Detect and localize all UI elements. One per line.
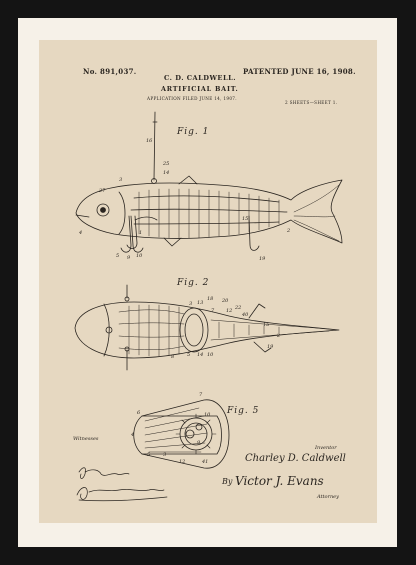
patent-date: PATENTED JUNE 16, 1908. <box>243 67 356 76</box>
attorney-label: Attorney <box>317 494 339 500</box>
ref-label: 19 <box>259 256 266 262</box>
ref-label: 3 <box>163 452 167 458</box>
ref-label: 2 <box>277 333 281 339</box>
inventor-label: Inventor <box>315 445 337 451</box>
ref-label: 5 <box>187 352 191 358</box>
ref-label: 20 <box>222 298 229 304</box>
inventor-name-heading: C. D. CALDWELL. <box>164 74 237 82</box>
ref-label: 27 <box>99 188 106 194</box>
ref-label: 12 <box>179 459 186 465</box>
ref-label: 3 <box>119 177 123 183</box>
ref-label: 5 <box>147 452 151 458</box>
ref-label: 14 <box>197 352 204 358</box>
ref-label: 15 <box>242 216 249 222</box>
ref-label: 6 <box>137 410 141 416</box>
witness-signatures <box>77 468 167 501</box>
ref-label: 22 <box>235 305 242 311</box>
sheet-count: 2 SHEETS—SHEET 1. <box>285 100 338 105</box>
ref-label: 12 <box>226 308 233 314</box>
ref-label: 25 <box>163 161 170 167</box>
ref-label: 18 <box>207 296 214 302</box>
ref-label: 4 <box>131 432 135 438</box>
ref-label: 15 <box>263 322 270 328</box>
patent-drawing-sheet <box>39 40 377 523</box>
ref-label: 41 <box>202 459 209 465</box>
ref-label: 13 <box>197 300 204 306</box>
ref-label: 7 <box>199 392 203 398</box>
ref-label: 10 <box>136 253 143 259</box>
witnesses-label: Witnesses <box>73 436 99 442</box>
figure-1-caption: Fig. 1 <box>177 127 210 137</box>
ref-label: 10 <box>207 352 214 358</box>
ref-label: 7 <box>211 308 215 314</box>
ref-label: 16 <box>146 138 153 144</box>
ref-label: 2 <box>287 228 291 234</box>
patent-title: ARTIFICIAL BAIT. <box>161 85 239 93</box>
ref-label: 9 <box>127 255 131 261</box>
ref-label: 4 <box>79 230 83 236</box>
ref-label: 3 <box>189 301 193 307</box>
ref-label: 40 <box>242 312 249 318</box>
ref-label: 9 <box>197 440 201 446</box>
patent-number: No. 891,037. <box>83 67 137 76</box>
ref-label: 5 <box>116 253 120 259</box>
by-label: By <box>222 477 233 486</box>
ref-label: 10 <box>204 412 211 418</box>
ref-label: 14 <box>163 170 170 176</box>
figure-2-caption: Fig. 2 <box>177 278 210 288</box>
attorney-signature: Victor J. Evans <box>235 474 324 488</box>
ref-label: 19 <box>267 344 274 350</box>
ref-label: 8 <box>171 354 175 360</box>
ref-label: 1 <box>139 230 143 236</box>
inventor-signature: Charley D. Caldwell <box>245 453 346 464</box>
figure-5-caption: Fig. 5 <box>227 406 260 416</box>
application-date: APPLICATION FILED JUNE 14, 1907. <box>147 96 237 101</box>
